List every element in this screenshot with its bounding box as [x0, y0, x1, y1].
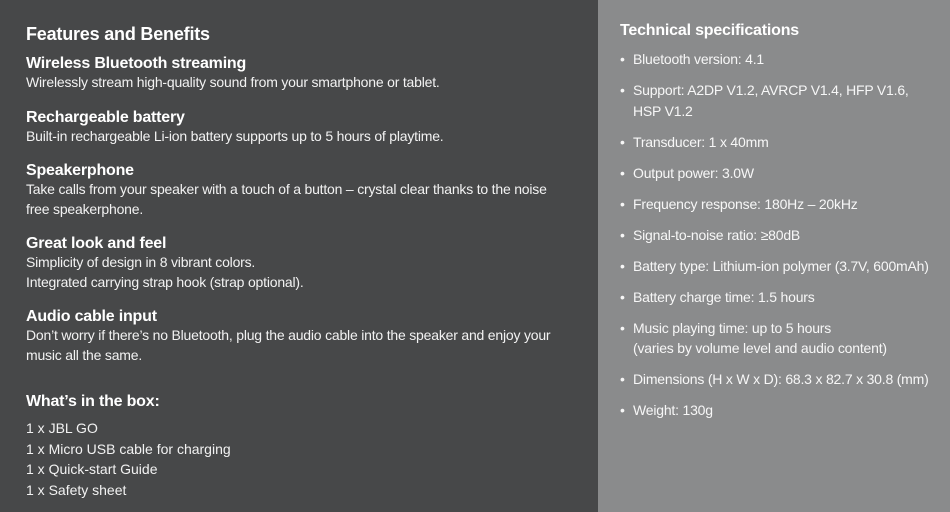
box-item: 1 x Safety sheet [26, 481, 127, 498]
feature-block [26, 54, 598, 93]
bullet-icon: • [620, 319, 625, 336]
feature-line: Don’t worry if there’s no Bluetooth, plug the audio cable into the speaker and enjoy your [26, 327, 551, 343]
spec-item [620, 225, 940, 246]
spec-item [620, 287, 940, 308]
feature-line: Built-in rechargeable Li-ion battery supports up to 5 hours of playtime. [26, 127, 444, 144]
feature-description [26, 180, 598, 219]
feature-line: Integrated carrying strap hook (strap optional). [26, 273, 304, 290]
feature-block [26, 307, 598, 365]
feature-block [26, 108, 598, 147]
spec-line: Output power: 3.0W [633, 164, 754, 181]
feature-title: Speakerphone [26, 162, 134, 179]
feature-line: Simplicity of design in 8 vibrant colors. [26, 254, 256, 270]
spec-line: Music playing time: up to 5 hours [633, 319, 832, 336]
spec-item [620, 132, 940, 153]
bullet-icon: • [620, 82, 625, 98]
spec-line: Signal-to-noise ratio: ≥80dB [633, 226, 801, 243]
spec-item [620, 256, 940, 277]
box-item: 1 x Micro USB cable for charging [26, 440, 231, 457]
feature-title: Wireless Bluetooth streaming [26, 55, 247, 72]
spec-line: Bluetooth version: 4.1 [633, 51, 765, 67]
feature-title: Audio cable input [26, 308, 157, 325]
specs-heading: Technical specifications [620, 22, 799, 39]
bullet-icon: • [620, 51, 625, 67]
box-item: 1 x Quick-start Guide [26, 461, 158, 477]
bullet-icon: • [620, 371, 625, 387]
spec-line: Transducer: 1 x 40mm [633, 133, 769, 150]
bullet-icon: • [620, 288, 625, 305]
specs-panel [598, 0, 950, 512]
spec-line: HSP V1.2 [633, 102, 693, 119]
bullet-icon: • [620, 164, 625, 181]
feature-title: Great look and feel [26, 235, 167, 252]
bullet-icon: • [620, 402, 625, 418]
spec-item [620, 163, 940, 184]
feature-line: Take calls from your speaker with a touch of a button – crystal clear thanks to the noise [26, 181, 547, 197]
feature-block [26, 161, 598, 219]
feature-description [26, 127, 598, 147]
spec-line: Dimensions (H x W x D): 68.3 x 82.7 x 30.8 (mm) [633, 371, 929, 387]
feature-line: Wirelessly stream high-quality sound from your smartphone or tablet. [26, 74, 440, 90]
spec-line: (varies by volume level and audio content) [633, 340, 887, 356]
feature-title: Rechargeable battery [26, 108, 185, 126]
spec-item [620, 369, 940, 390]
feature-line: free speakerphone. [26, 200, 144, 217]
feature-line: music all the same. [26, 346, 143, 363]
bullet-icon: • [620, 257, 625, 274]
box-item: 1 x JBL GO [26, 420, 98, 436]
feature-description [26, 326, 598, 365]
box-contents-heading: What’s in the box: [26, 393, 160, 410]
spec-line: Support: A2DP V1.2, AVRCP V1.4, HFP V1.6, [633, 82, 909, 98]
spec-item [620, 194, 940, 215]
specs-list [620, 49, 940, 421]
feature-description [26, 253, 598, 292]
spec-line: Frequency response: 180Hz – 20kHz [633, 195, 858, 212]
spec-item [620, 318, 940, 359]
spec-line: Battery charge time: 1.5 hours [633, 288, 815, 305]
spec-item [620, 400, 940, 421]
spec-item [620, 80, 940, 121]
features-heading: Features and Benefits [26, 24, 210, 44]
spec-line: Battery type: Lithium-ion polymer (3.7V, 600mAh) [633, 257, 929, 274]
spec-item [620, 49, 940, 70]
bullet-icon: • [620, 226, 625, 243]
feature-block [26, 234, 598, 292]
bullet-icon: • [620, 195, 625, 212]
feature-description [26, 73, 598, 93]
bullet-icon: • [620, 133, 625, 150]
spec-line: Weight: 130g [633, 402, 713, 418]
